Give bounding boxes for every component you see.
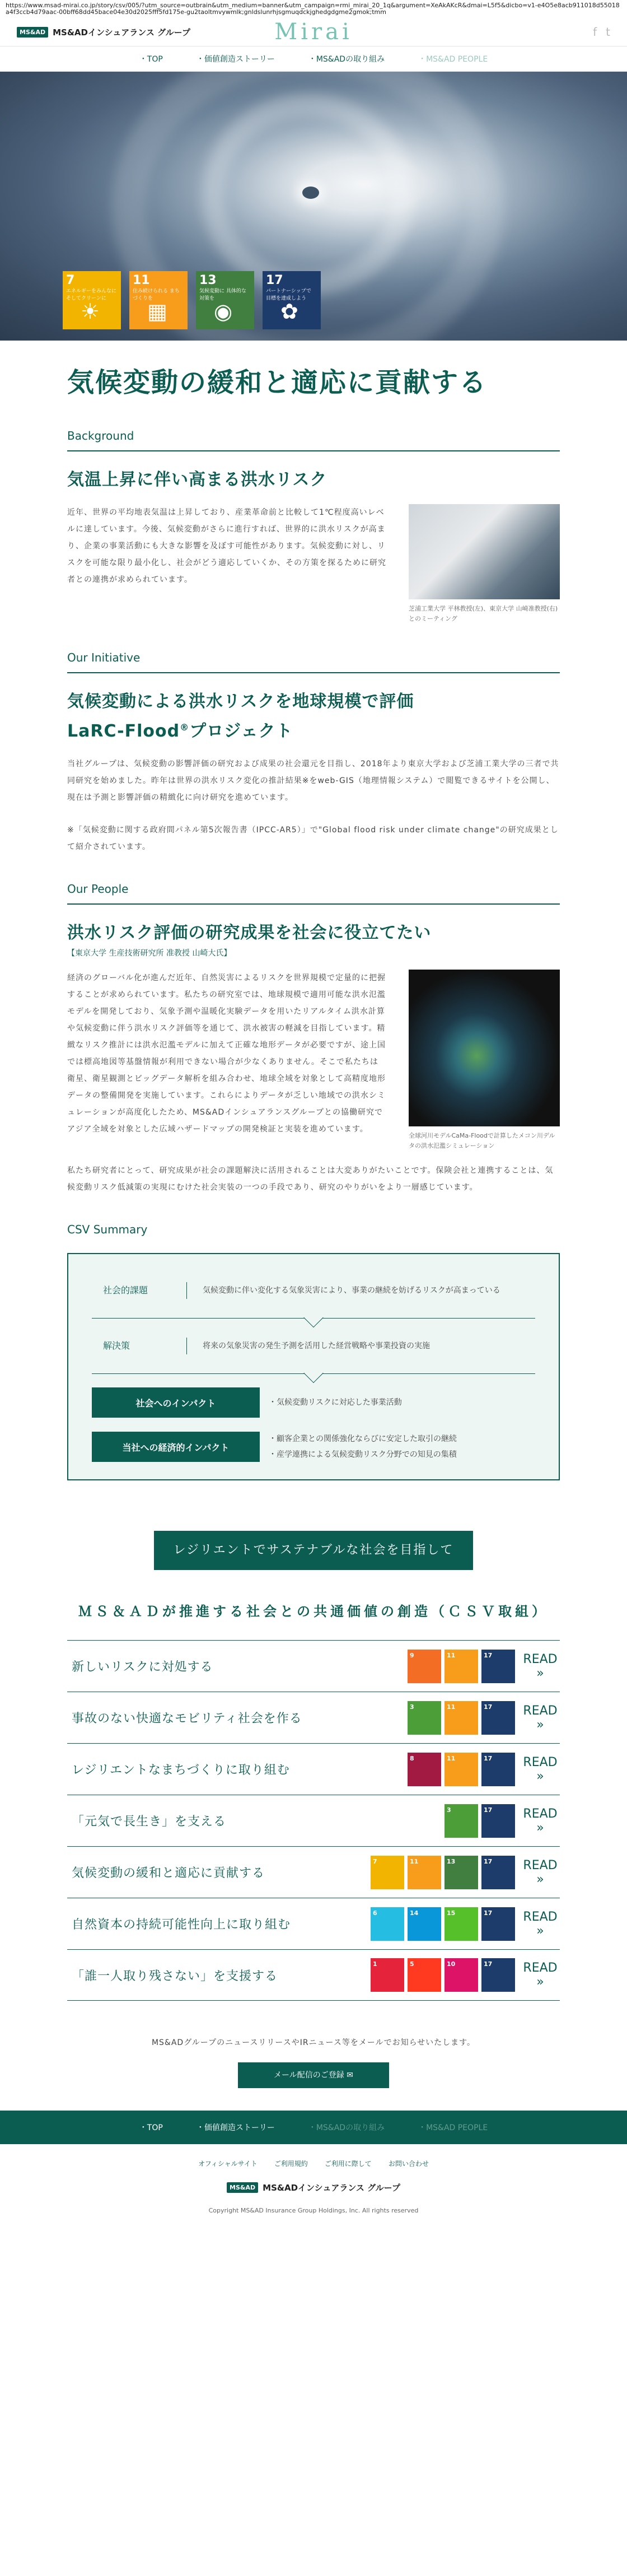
read-label: READ — [523, 1909, 558, 1924]
heading-line1: 気候変動による洪水リスクを地球規模で評価 — [67, 692, 414, 711]
section-label: Our Initiative — [67, 651, 560, 673]
registered-mark: ® — [180, 722, 190, 733]
footer-nav-top[interactable]: ・TOP — [139, 2123, 163, 2132]
csv-item-title: 自然資本の持続可能性向上に取り組む — [72, 1918, 291, 1932]
flood-simulation-map — [409, 970, 560, 1126]
address-bar[interactable]: https://www.msad-mirai.co.jp/story/csv/005/?utm_source=outbrain&utm_medium=banner&utm_campaign=rmi_mirai_20_1q&argument=XeAkAKcR&dmai=L5f5&dicbo=v1-e4O5e8acb911018d55018a4f3ccb4d79aac-00bff68dd45bace04e30d2025fff5fd175e-gu2taoltmvywmlk;gnldslunrhjsgmuqdckjghedgdgme2gmok;tmm — [6, 2, 620, 16]
impact-label: 社会へのインパクト — [92, 1387, 260, 1418]
footer-link[interactable]: お問い合わせ — [388, 2160, 429, 2168]
sdg-label: エネルギーをみんなに そしてクリーンに — [66, 288, 117, 301]
section-label: Our People — [67, 882, 560, 905]
sdg-17-icon: 17 — [481, 1753, 515, 1786]
double-chevron-icon: » — [536, 1820, 544, 1835]
logo-text: MS&ADインシュアランス グループ — [263, 2183, 400, 2193]
newsletter-signup-button[interactable]: メール配信のご登録 ✉ — [238, 2062, 389, 2088]
sdg-10-icon: 10 — [444, 1958, 478, 1992]
csv-list-item[interactable] — [67, 1846, 560, 1898]
twitter-icon[interactable]: t — [606, 25, 610, 39]
meeting-photo — [409, 504, 560, 599]
section-note: ※「気候変動に関する政府間パネル第5次報告書（IPCC-AR5）」で"Global flood risk under climate change"の研究成果として紹介されています。 — [67, 826, 559, 851]
section-label: CSV Summary — [67, 1223, 148, 1236]
sdg-11-icon — [129, 271, 188, 329]
heading-line2-tail: プロジェクト — [189, 721, 293, 741]
sdg-icons — [63, 271, 321, 329]
sdg-7-icon — [63, 271, 121, 329]
sdg-14-icon: 14 — [408, 1907, 441, 1941]
double-chevron-icon: » — [536, 1975, 544, 1989]
read-link[interactable] — [521, 1910, 560, 1938]
copyright: Copyright MS&AD Insurance Group Holdings, Inc. All rights reserved — [208, 2207, 419, 2214]
sdg-3-icon: 3 — [408, 1701, 441, 1735]
footer-link[interactable]: ご利用規約 — [274, 2160, 308, 2168]
typhoon-eye — [302, 187, 319, 199]
sdg-17-icon: 17 — [481, 1958, 515, 1992]
sdg-17-icon: 17 — [481, 1856, 515, 1889]
sdg-label: パートナーシップで 目標を達成しよう — [266, 288, 311, 301]
facebook-icon[interactable]: f — [593, 25, 597, 39]
sdg-5-icon: 5 — [408, 1958, 441, 1992]
nav-top[interactable]: ・TOP — [139, 55, 163, 64]
footer-nav-people[interactable]: ・MS&AD PEOPLE — [418, 2123, 488, 2132]
sdg-17-icon: 17 — [481, 1701, 515, 1735]
csv-summary-box — [67, 1253, 560, 1480]
csv-list-item[interactable] — [67, 1949, 560, 2001]
read-label: READ — [523, 1755, 558, 1769]
group-logo[interactable] — [17, 26, 190, 38]
impact-row — [92, 1387, 535, 1418]
csv-list-item[interactable] — [67, 1898, 560, 1949]
social-links — [593, 25, 610, 39]
footer-link[interactable]: オフィシャルサイト — [198, 2160, 258, 2168]
sdg-7-icon: 7 — [371, 1856, 404, 1889]
heading-line2: LaRC-Flood — [67, 721, 180, 741]
map-caption: 全球河川モデルCaMa-Floodで計算したメコン川デルタの洪水氾濫シミュレーション — [409, 1132, 555, 1149]
main-content — [67, 363, 560, 2088]
logo-badge: MS&AD — [227, 2182, 258, 2193]
sdg-icons — [408, 1701, 515, 1735]
photo-caption: 芝浦工業大学 平林教授(左)、東京大学 山崎准教授(右)とのミーティング — [409, 605, 558, 622]
page-title: 気候変動の緩和と適応に貢献する — [67, 367, 488, 398]
logo-badge: MS&AD — [17, 27, 48, 38]
read-link[interactable] — [521, 1652, 560, 1680]
impact-label: 当社への経済的インパクト — [92, 1432, 260, 1462]
sdg-17-icon — [263, 271, 321, 329]
impact-row — [92, 1431, 535, 1462]
sun-icon: ☀ — [81, 299, 100, 324]
nav-initiatives[interactable]: ・MS&ADの取り組み — [308, 55, 385, 64]
double-chevron-icon: » — [536, 1923, 544, 1938]
sdg-11-icon: 11 — [444, 1753, 478, 1786]
section-body: 経済のグローバル化が進んだ近年、自然災害によるリスクを世界規模で定量的に把握することが求められています。私たちの研究室では、地球規模で適用可能な洪水氾濫モデルを開発しており、気象予測や温暖化実験データを用いたリアルタイム洪水計算や気候変動に伴う洪水リスク評価等を通じて、洪水被害の軽減を目指しています。精緻なリスク推計には洪水氾濫モデルに加えて正確な地形データが必要ですが、途上国では標高地図等基盤情報が利用できない場合が少なくありません。そこで私たちは衛星、衛星観測とビッグデータ解析を組み合わせ、地球全域を対象として高精度地形データの整備開発を実施しています。これらによりデータが乏しい地域での洪水シミュレーションが高度化したため、MS&ADインシュアランスグループとの協働研究でアジア全域を対象とした広域ハザードマップの開発検証と実装を進めています。 — [67, 973, 386, 1134]
city-icon: ▦ — [147, 299, 167, 324]
read-link[interactable] — [521, 1961, 560, 1989]
sdg-15-icon: 15 — [444, 1907, 478, 1941]
read-label: READ — [523, 1703, 558, 1718]
summary-value: 気候変動に伴い変化する気象災害により、事業の継続を妨げるリスクが高まっている — [203, 1286, 500, 1295]
sdg-icons — [371, 1907, 515, 1941]
nav-people[interactable]: ・MS&AD PEOPLE — [418, 55, 488, 64]
divider-arrow — [92, 1318, 535, 1319]
sdg-11-icon: 11 — [408, 1856, 441, 1889]
sdg-13-icon: 13 — [444, 1856, 478, 1889]
sdg-8-icon: 8 — [408, 1753, 441, 1786]
newsletter-text: MS&ADグループのニュースリリースやIRニュース等をメールでお知らせいたします。 — [151, 2038, 476, 2047]
csv-list — [67, 1640, 560, 2001]
double-chevron-icon: » — [536, 1769, 544, 1783]
sdg-icons — [371, 1958, 515, 1992]
sdg-icons — [408, 1650, 515, 1683]
sdg-label: 住み続けられる まちづくりを — [133, 288, 180, 301]
sdg-icons — [444, 1804, 515, 1838]
sdg-1-icon: 1 — [371, 1958, 404, 1992]
footer-nav-initiatives[interactable]: ・MS&ADの取り組み — [308, 2123, 385, 2132]
divider-arrow — [92, 1373, 535, 1374]
footer-nav — [0, 2111, 627, 2144]
csv-item-title: 「誰一人取り残さない」を支援する — [72, 1969, 278, 1983]
sdg-17-icon: 17 — [481, 1650, 515, 1683]
nav-value-story[interactable]: ・価値創造ストーリー — [196, 55, 275, 64]
sdg-number: 7 — [66, 273, 75, 287]
sdg-label: 気候変動に 具体的な対策を — [199, 288, 246, 301]
csv-item-title: 気候変動の緩和と適応に貢献する — [72, 1866, 265, 1880]
section-body-2: 私たち研究者にとって、研究成果が社会の課題解決に活用されることは大変ありがたいことです。保険会社と連携することは、気候変動リスク低減策の実現にむけた社会実装の一つの手段であり、研究のやりがいをより一層感じています。 — [67, 1166, 554, 1192]
flower-icon: ✿ — [280, 299, 298, 324]
csv-list-item[interactable] — [67, 1692, 560, 1743]
csv-list-item[interactable] — [67, 1795, 560, 1846]
sdg-11-icon: 11 — [444, 1650, 478, 1683]
resilient-society-button[interactable]: レジリエントでサステナブルな社会を目指して — [154, 1531, 473, 1570]
read-label: READ — [523, 1858, 558, 1872]
site-title[interactable]: Mirai — [274, 19, 353, 45]
sdg-3-icon: 3 — [444, 1804, 478, 1838]
csv-list-heading: ＭＳ＆ＡＤが推進する社会との共通価値の創造（ＣＳＶ取組） — [78, 1604, 549, 1619]
impact-value: ・気候変動リスクに対応した事業活動 — [269, 1398, 402, 1407]
double-chevron-icon: » — [536, 1666, 544, 1680]
eye-icon: ◉ — [214, 299, 233, 324]
background-section — [67, 429, 560, 624]
summary-key: 社会的課題 — [92, 1282, 187, 1299]
footer-links — [0, 2159, 627, 2168]
summary-key: 解決策 — [92, 1338, 187, 1354]
double-chevron-icon: » — [536, 1872, 544, 1886]
section-heading — [67, 689, 560, 744]
footer-link[interactable]: ご利用に際して — [324, 2160, 372, 2168]
summary-row — [92, 1271, 535, 1310]
section-label: Background — [67, 429, 560, 451]
csv-list-item[interactable] — [67, 1640, 560, 1692]
logo-text: MS&ADインシュアランス グループ — [53, 27, 190, 38]
section-body: 近年、世界の平均地表気温は上昇しており、産業革命前と比較して1℃程度高いレベルに達しています。今後、気候変動がさらに進行すれば、世界的に洪水リスクが高まり、企業の事業活動にも大きな影響を及ぼす可能性があります。気候変動に対し、リスクを可能な限り最小化し、社会がどう適応していくか、その方策を探るために研究者との連携が求められています。 — [67, 508, 386, 584]
impact-value: ・顧客企業との関係強化ならびに安定した取引の継続 — [269, 1434, 457, 1443]
section-heading: 気温上昇に伴い高まる洪水リスク — [67, 470, 327, 490]
summary-row — [92, 1326, 535, 1366]
sdg-number: 11 — [133, 273, 150, 287]
footer-logo[interactable] — [0, 2182, 627, 2193]
read-link[interactable] — [521, 1858, 560, 1886]
sdg-13-icon — [196, 271, 254, 329]
sdg-9-icon: 9 — [408, 1650, 441, 1683]
csv-list-item[interactable] — [67, 1743, 560, 1795]
site-header — [0, 18, 627, 46]
csv-item-title: 「元気で長生き」を支える — [72, 1815, 227, 1829]
section-heading: 洪水リスク評価の研究成果を社会に役立てたい — [67, 923, 432, 943]
read-label: READ — [523, 1806, 558, 1821]
sdg-icons — [408, 1753, 515, 1786]
sdg-11-icon: 11 — [444, 1701, 478, 1735]
people-section — [67, 882, 560, 1196]
csv-item-title: レジリエントなまちづくりに取り組む — [72, 1763, 290, 1777]
read-link[interactable] — [521, 1755, 560, 1783]
hero-image — [0, 72, 627, 341]
initiative-section — [67, 651, 560, 855]
section-body: 当社グループは、気候変動の影響評価の研究および成果の社会還元を目指し、2018年より東京大学および芝浦工業大学の三者で共同研究を始めました。昨年は世界の洪水リスク変化の推計結果※をweb-GIS（地理情報システム）で閲覧できるサイトを公開し、現在は予測と影響評価の精緻化に向け研究を進めています。 — [67, 760, 559, 802]
read-label: READ — [523, 1961, 558, 1975]
sdg-number: 13 — [199, 273, 217, 287]
sdg-17-icon: 17 — [481, 1907, 515, 1941]
summary-value: 将来の気象災害の発生予測を活用した経営戦略や事業投資の実施 — [203, 1341, 430, 1350]
footer-nav-value-story[interactable]: ・価値創造ストーリー — [196, 2123, 275, 2132]
csv-summary-section — [67, 1223, 560, 1480]
read-link[interactable] — [521, 1807, 560, 1835]
csv-item-title: 新しいリスクに対処する — [72, 1660, 213, 1674]
researcher-name: 【東京大学 生産技術研究所 准教授 山崎大氏】 — [67, 949, 232, 958]
sdg-6-icon: 6 — [371, 1907, 404, 1941]
impact-value: ・産学連携による気候変動リスク分野での知見の集積 — [269, 1450, 457, 1459]
csv-item-title: 事故のない快適なモビリティ社会を作る — [72, 1712, 302, 1726]
read-label: READ — [523, 1652, 558, 1666]
read-link[interactable] — [521, 1704, 560, 1732]
sdg-17-icon: 17 — [481, 1804, 515, 1838]
double-chevron-icon: » — [536, 1717, 544, 1732]
top-nav — [0, 46, 627, 72]
sdg-icons — [371, 1856, 515, 1889]
sdg-number: 17 — [266, 273, 283, 287]
